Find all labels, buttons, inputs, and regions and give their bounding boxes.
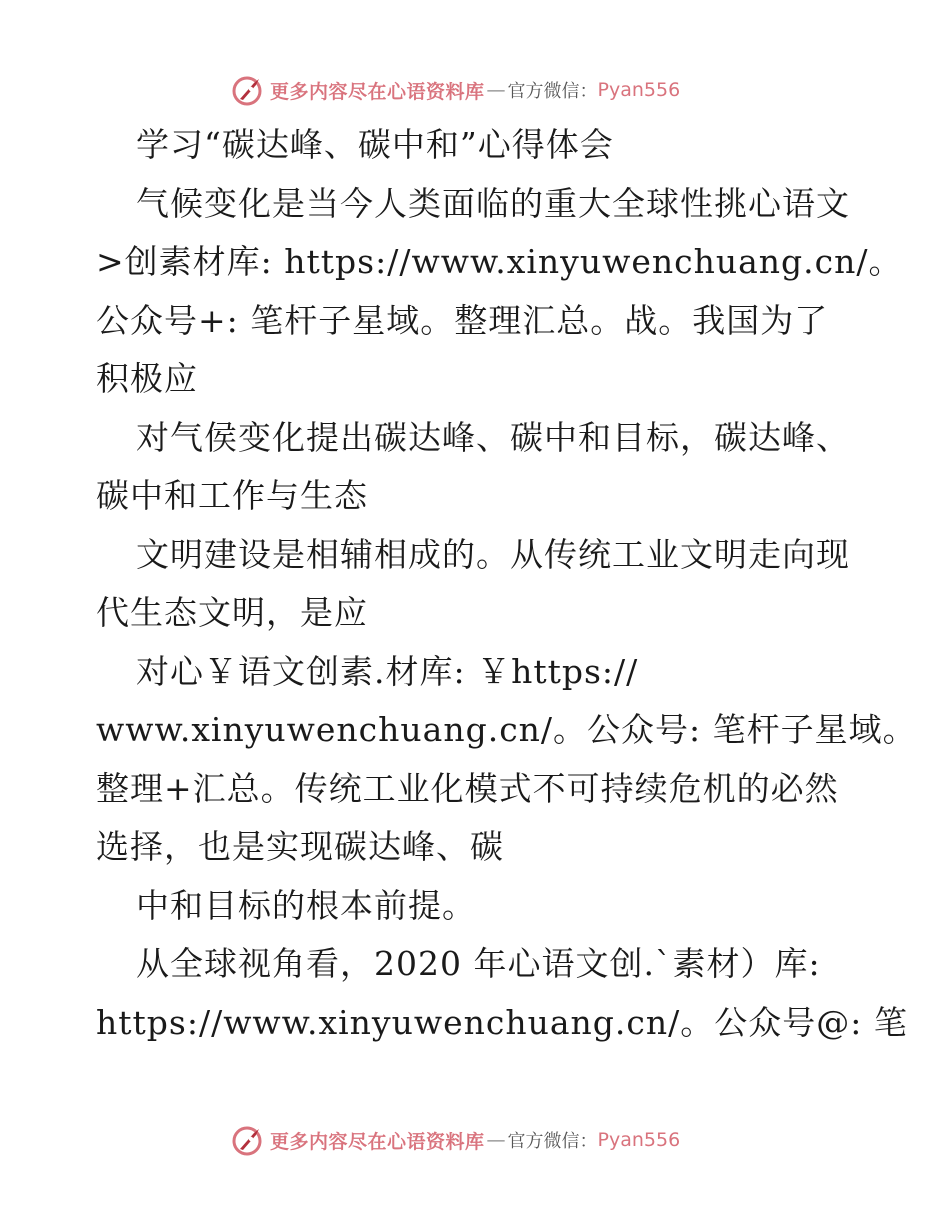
header-dash: —	[486, 79, 506, 101]
document-body	[96, 116, 917, 1052]
body-line: 对心￥语文创素.材库: ￥https://	[136, 651, 639, 691]
pen-seal-logo-icon	[232, 73, 266, 107]
body-line: 气候变化是当今人类面临的重大全球性挑心语文	[136, 183, 850, 223]
body-line: 选择，也是实现碳达峰、碳	[96, 827, 504, 866]
body-line: https://www.xinyuwenchuang.cn/。公众号@: 笔	[96, 1002, 908, 1042]
body-line: 代生态文明，是应	[96, 593, 368, 632]
footer-slogan: 更多内容尽在心语资料库	[270, 1130, 485, 1153]
body-line: >创素材库: https://www.xinyuwenchuang.cn/。	[96, 242, 903, 281]
body-line: 从全球视角看，2020 年心语文创.`素材）库:	[136, 944, 821, 983]
body-line: 积极应	[96, 359, 198, 398]
body-line: 公众号+: 笔杆子星域。整理汇总。战。我国为了	[96, 300, 829, 340]
footer-wechat-id: Pyan556	[597, 1129, 681, 1151]
body-line: 对气侯变化提出碳达峰、碳中和目标，碳达峰、	[136, 417, 850, 457]
header-watermark-banner	[232, 72, 792, 108]
pen-seal-logo-icon	[232, 1123, 266, 1157]
body-line: 碳中和工作与生态	[96, 476, 368, 515]
body-line: www.xinyuwenchuang.cn/。公众号: 笔杆子星域。	[96, 710, 917, 749]
body-line: 中和目标的根本前提。	[136, 885, 476, 925]
footer-dash: —	[486, 1129, 506, 1151]
header-wechat-label: 官方微信：	[507, 81, 598, 102]
footer-wechat-label: 官方微信：	[507, 1131, 598, 1152]
document-title: 学习“碳达峰、碳中和”心得体会	[136, 125, 614, 164]
header-wechat-id: Pyan556	[597, 79, 681, 101]
body-line: 整理+汇总。传统工业化模式不可持续危机的必然	[96, 768, 839, 808]
header-slogan: 更多内容尽在心语资料库	[270, 80, 485, 103]
footer-watermark-banner	[232, 1122, 792, 1158]
body-line: 文明建设是相辅相成的。从传统工业文明走向现	[136, 534, 850, 574]
